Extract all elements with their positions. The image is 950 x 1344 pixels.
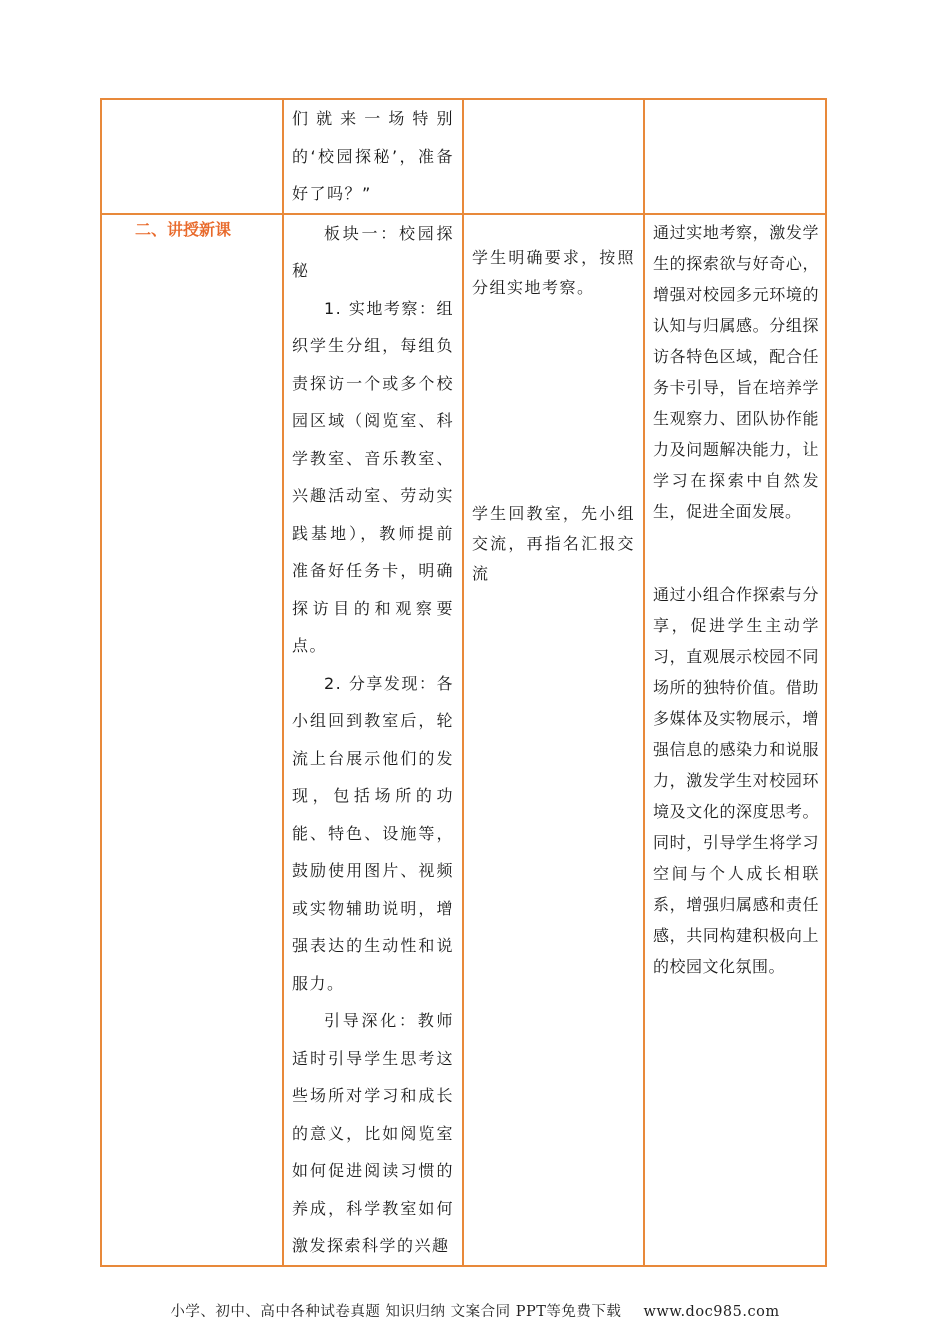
design-purpose-cell <box>644 214 826 1266</box>
teacher-activity-text: 们就来一场特别的‘校园探秘’，准备好了吗？” <box>292 109 454 203</box>
student-activity-content <box>464 215 643 589</box>
purpose-paragraph-2: 通过小组合作探索与分享，促进学生主动学习，直观展示校园不同场所的独特价值。借助多媒体及实物展示，增强信息的感染力和说服力，激发学生对校园环境及文化的深度思考。同时，引导学生将学习空间与个人成长相联系，增强归属感和责任感，共同构建积极向上的校园文化氛围。 <box>653 584 819 976</box>
footer-text: 小学、初中、高中各种试卷真题 知识归纳 文案合同 PPT等免费下载 <box>170 1304 622 1320</box>
footer-url[interactable]: www.doc985.com <box>643 1304 780 1320</box>
phase-cell <box>101 214 283 1266</box>
lesson-plan-table <box>100 98 827 1267</box>
teacher-activity-cell <box>283 99 463 214</box>
phase-cell <box>101 99 283 214</box>
student-activity-cell <box>463 214 644 1266</box>
student-activity-2: 学生回教室，先小组交流，再指名汇报交流 <box>472 503 635 583</box>
block-title: 板块一：校园探秘 <box>292 223 454 280</box>
student-activity-cell <box>463 99 644 214</box>
phase-title: 二、讲授新课 <box>134 219 231 239</box>
page-footer <box>0 1300 950 1321</box>
teacher-activity-cell <box>283 214 463 1266</box>
step-field-trip: 1. 实地考察：组织学生分组，每组负责探访一个或多个校园区域（阅览室、科学教室、音乐教室、兴趣活动室、劳动实践基地），教师提前准备好任务卡，明确探访目的和观察要点。 <box>292 298 454 655</box>
student-activity-1: 学生明确要求，按照分组实地考察。 <box>472 247 635 297</box>
purpose-paragraph-1: 通过实地考察，激发学生的探索欲与好奇心，增强对校园多元环境的认知与归属感。分组探访各特色区域，配合任务卡引导，旨在培养学生观察力、团队协作能力及问题解决能力，让学习在探索中自然发生，促进全面发展。 <box>653 222 819 521</box>
step-guide-deepen: 引导深化：教师适时引导学生思考这些场所对学习和成长的意义，比如阅览室如何促进阅读习惯的养成，科学教室如何激发探索科学的兴趣 <box>292 1011 454 1255</box>
teacher-activity-content <box>284 215 462 1265</box>
step-share-findings: 2. 分享发现：各小组回到教室后，轮流上台展示他们的发现，包括场所的功能、特色、设施等，鼓励使用图片、视频或实物辅助说明，增强表达的生动性和说服力。 <box>292 673 454 993</box>
design-purpose-cell <box>644 99 826 214</box>
design-purpose-content <box>645 215 825 982</box>
table-row <box>101 214 826 1266</box>
table-row <box>101 99 826 214</box>
